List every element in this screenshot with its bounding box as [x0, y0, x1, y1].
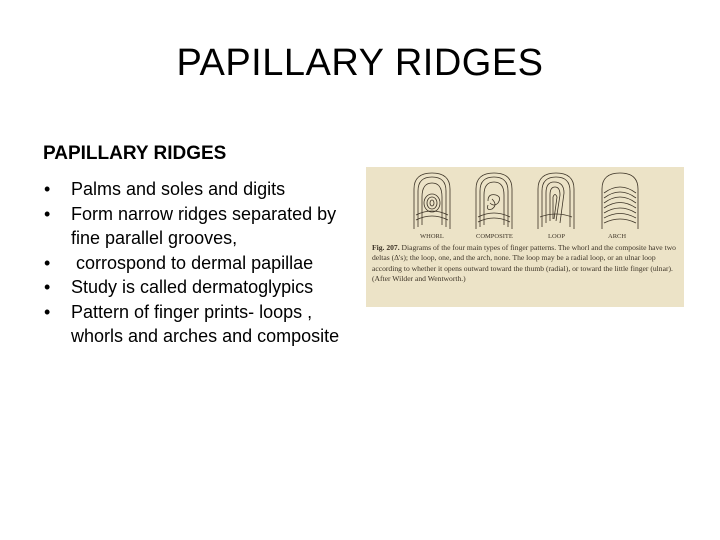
arch-fingerprint: [602, 173, 638, 229]
loop-label: LOOP: [548, 233, 565, 240]
bullet-text: Study is called dermatoglypics: [71, 277, 314, 297]
bullet-marker: •: [44, 252, 51, 273]
loop-fingerprint: [538, 173, 574, 229]
figure-caption-text: Diagrams of the four main types of finger patterns. The whorl and the composite have two deltas (Δ's); the loop, one, and the arch, none. The loop may be a radial loop, or an ulnar loop according to whether it opens outward toward the thumb (radial), or toward the little finger (ulnar). (After Wilder and Wentworth.): [372, 243, 676, 284]
bullet-item: [44, 251, 364, 276]
bullet-item: [44, 202, 364, 251]
figure-number: Fig. 207.: [372, 243, 400, 252]
bullet-text: Pattern of finger prints- loops , whorls and arches and composite: [71, 301, 340, 346]
bullet-marker: •: [44, 277, 51, 297]
bullet-text: corrospond to dermal papillae: [71, 252, 314, 273]
figure-caption: [372, 243, 678, 285]
fingerprint-figure: [366, 167, 684, 307]
bullet-item: [44, 275, 364, 300]
slide-title: PAPILLARY RIDGES: [176, 42, 544, 84]
composite-label: COMPOSITE: [476, 233, 513, 240]
bullet-text: Form narrow ridges separated by fine parallel grooves,: [71, 203, 337, 248]
bullet-text: Palms and soles and digits: [71, 179, 286, 199]
bullet-item: [44, 177, 364, 202]
fingerprint-diagrams: [366, 167, 684, 245]
bullet-marker: •: [44, 203, 51, 224]
section-heading: PAPILLARY RIDGES: [43, 143, 227, 164]
arch-label: ARCH: [608, 233, 627, 240]
bullet-marker: •: [44, 179, 51, 199]
bullet-marker: •: [44, 301, 51, 322]
whorl-fingerprint: [414, 173, 450, 229]
composite-fingerprint: [476, 173, 512, 229]
whorl-label: WHORL: [420, 233, 444, 240]
bullet-list: [44, 177, 364, 349]
bullet-item: [44, 300, 364, 349]
